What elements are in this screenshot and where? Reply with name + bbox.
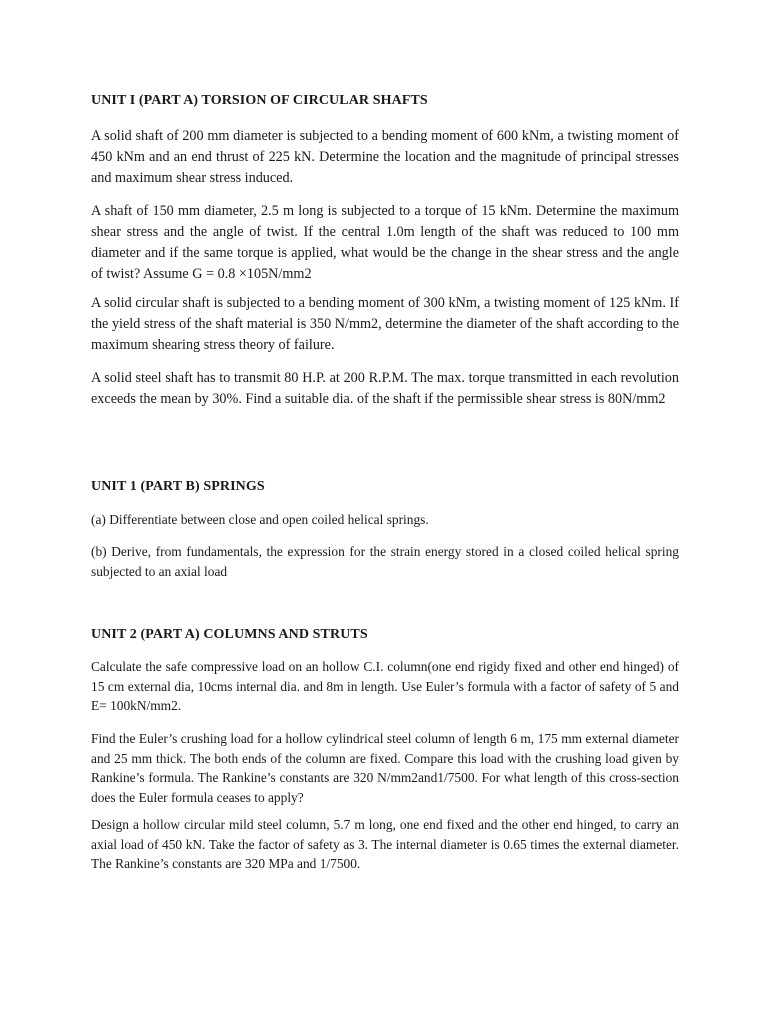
unit1a-question-2: A shaft of 150 mm diameter, 2.5 m long is subjected to a torque of 15 kNm. Determine the maximum shear stress and the angle of twist. If the central 1.0m length of the shaft was reduced to 100 mm diameter and if the same torque is applied, what would be the change in the shear stress and the angle of twist? Assume G = 0.8 ×105N/mm2	[91, 203, 679, 282]
unit2a-question-2: Find the Euler’s crushing load for a hollow cylindrical steel column of length 6 m, 175 mm external diameter and 25 mm thick. The both ends of the column are fixed. Compare this load with the crushing load given by Rankine’s formula. The Rankine’s constants are 320 N/mm2and1/7500. For what length of this cross-section does the Euler formula ceases to apply?	[91, 731, 679, 805]
unit1-part-a-heading: UNIT I (PART A) TORSION OF CIRCULAR SHAFTS	[91, 93, 428, 108]
unit1a-question-1: A solid shaft of 200 mm diameter is subjected to a bending moment of 600 kNm, a twisting moment of 450 kNm and an end thrust of 225 kN. Determine the location and the magnitude of principal stresses and maximum shear stress induced.	[91, 128, 679, 186]
unit1b-question-a: (a) Differentiate between close and open coiled helical springs.	[91, 512, 429, 527]
unit1-part-b-heading: UNIT 1 (PART B) SPRINGS	[91, 479, 265, 494]
unit1a-question-4: A solid steel shaft has to transmit 80 H.P. at 200 R.P.M. The max. torque transmitted in each revolution exceeds the mean by 30%. Find a suitable dia. of the shaft if the permissible shear stress is 80N/mm2	[91, 370, 679, 407]
unit2-part-a-heading: UNIT 2 (PART A) COLUMNS AND STRUTS	[91, 627, 368, 642]
unit2a-question-3: Design a hollow circular mild steel column, 5.7 m long, one end fixed and the other end hinged, to carry an axial load of 450 kN. Take the factor of safety as 3. The internal diameter is 0.65 times the external diameter. The Rankine’s constants are 320 MPa and 1/7500.	[91, 817, 679, 871]
unit2a-question-1: Calculate the safe compressive load on an hollow C.I. column(one end rigidy fixed and other end hinged) of 15 cm external dia, 10cms internal dia. and 8m in length. Use Euler’s formula with a factor of safety of 5 and E= 100kN/mm2.	[91, 659, 679, 713]
unit1a-question-3: A solid circular shaft is subjected to a bending moment of 300 kNm, a twisting moment of 125 kNm. If the yield stress of the shaft material is 350 N/mm2, determine the diameter of the shaft according to the maximum shearing stress theory of failure.	[91, 295, 679, 353]
unit1b-question-b: (b) Derive, from fundamentals, the expression for the strain energy stored in a closed coiled helical spring subjected to an axial load	[91, 544, 679, 579]
